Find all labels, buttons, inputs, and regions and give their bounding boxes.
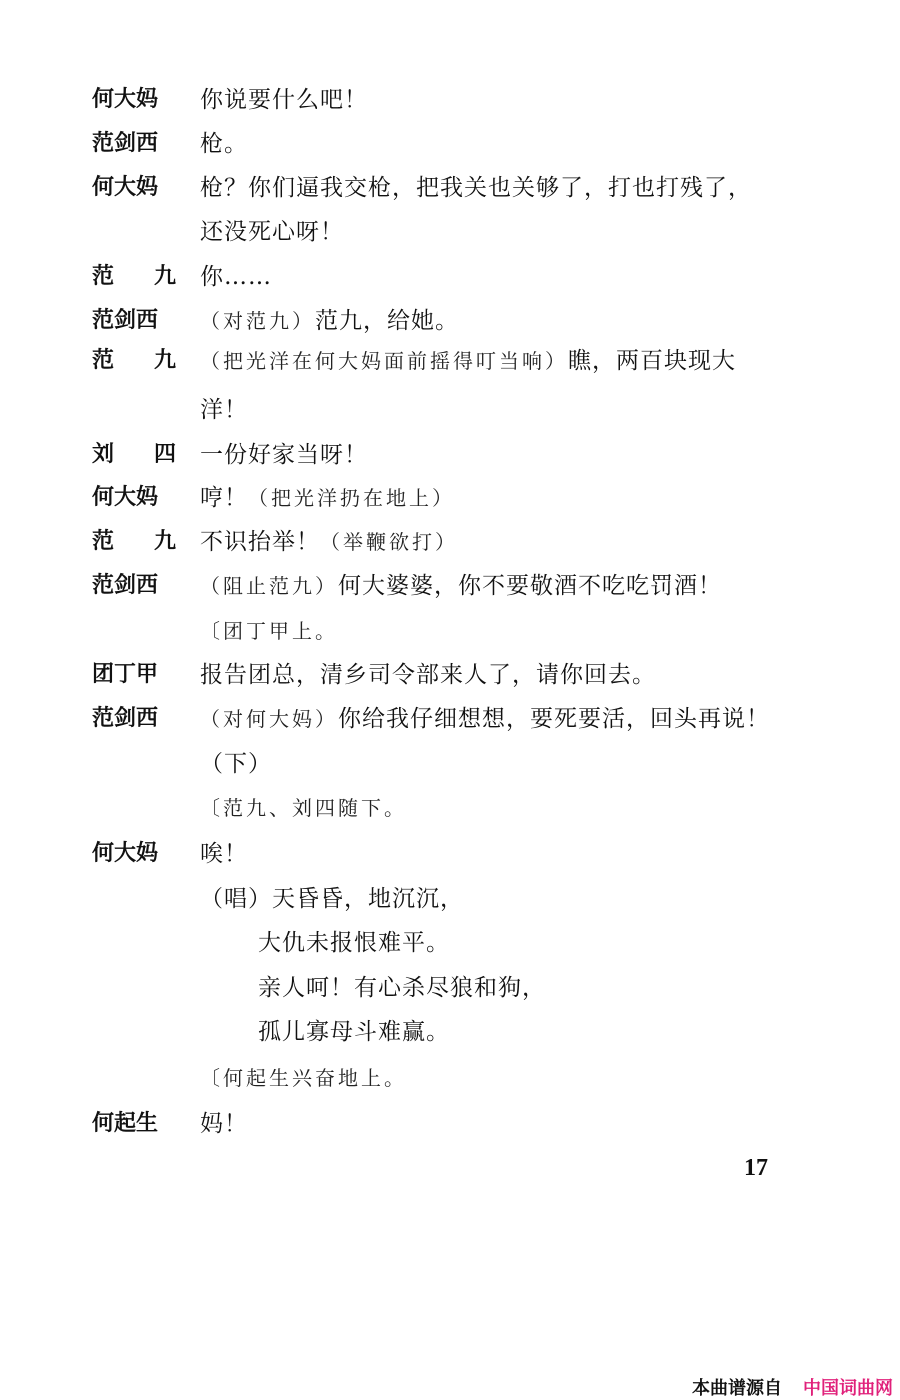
script-line [0,704,900,734]
script-line [0,173,900,203]
speaker-name: 范剑西 [92,706,159,731]
dialogue: 瞧，两百块现大 [568,348,736,374]
script-line [0,660,900,690]
script-line [0,440,900,470]
stage-direction: 〔团丁甲上。 [200,619,338,643]
dialogue: 亲人呵！有心杀尽狼和狗， [258,975,546,1001]
line-text [200,793,407,823]
script-line [0,1063,900,1093]
stage-direction: （举鞭欲打） [320,530,458,554]
stage-direction: （对范九） [200,309,315,333]
stage-direction: 〔何起生兴奋地上。 [200,1066,407,1090]
script-line [0,1017,900,1047]
speaker-name: 范 九 [92,264,176,289]
line-text [200,749,272,779]
script-line [0,129,900,159]
line-text [200,262,272,292]
dialogue: 你…… [200,264,272,290]
dialogue: 你给我仔细想想，要死要活，回头再说！ [338,706,770,732]
script-line [0,616,900,646]
stage-direction: （对何大妈） [200,707,338,731]
line-text [200,660,656,690]
speaker-name: 何大妈 [92,175,159,200]
speaker-name: 范剑西 [92,131,159,156]
speaker-name: 何大妈 [92,87,159,112]
speaker-name: 范 九 [92,529,176,554]
dialogue: 还没死心呀！ [200,219,344,245]
dialogue: 你说要什么吧！ [200,87,368,113]
line-text [200,704,770,734]
footer-source-label: 本曲谱源自 [692,1378,782,1399]
dialogue: 范九，给她。 [315,308,459,334]
line-text [258,973,546,1003]
script-line [0,85,900,115]
script-line [0,217,900,247]
dialogue: 唉！ [200,841,248,867]
speaker-name: 范剑西 [92,308,159,333]
line-text [200,571,722,601]
line-text [200,346,736,376]
line-text [200,1063,407,1093]
dialogue: 一份好家当呀！ [200,442,368,468]
line-text [200,85,368,115]
page-number: 17 [744,1155,768,1181]
speaker-name: 何大妈 [92,841,159,866]
script-line [0,483,900,513]
line-text [258,928,450,958]
line-text [200,395,248,425]
script-line [0,973,900,1003]
script-line [0,306,900,336]
speaker-name: 何起生 [92,1111,159,1136]
dialogue: 大仇未报恨难平。 [258,930,450,956]
speaker-name: 刘 四 [92,442,176,467]
script-line [0,346,900,376]
script-line [0,928,900,958]
dialogue: 妈！ [200,1111,248,1137]
dialogue: （下） [200,751,272,777]
footer-site-link[interactable]: 中国词曲网 [803,1378,893,1399]
dialogue: 何大婆婆，你不要敬酒不吃吃罚酒！ [338,573,722,599]
speaker-name: 范 九 [92,348,176,373]
line-text [200,884,464,914]
speaker-name: 团丁甲 [92,662,159,687]
dialogue: 哼！ [200,485,248,511]
stage-direction: 〔范九、刘四随下。 [200,796,407,820]
script-line [0,793,900,823]
dialogue: 报告团总，清乡司令部来人了，请你回去。 [200,662,656,688]
script-line [0,1109,900,1139]
dialogue: 枪？你们逼我交枪，把我关也关够了，打也打残了， [200,175,752,201]
stage-direction: （把光洋扔在地上） [248,486,455,510]
dialogue: 不识抬举！ [200,529,320,555]
line-text [258,1017,450,1047]
script-line [0,395,900,425]
line-text [200,1109,248,1139]
line-text [200,483,455,513]
line-text [200,839,248,869]
line-text [200,173,752,203]
line-text [200,129,248,159]
script-line [0,571,900,601]
line-text [200,527,458,557]
line-text [200,306,459,336]
script-line [0,262,900,292]
dialogue: 孤儿寡母斗难赢。 [258,1019,450,1045]
script-line [0,527,900,557]
stage-direction: （阻止范九） [200,574,338,598]
stage-direction: （把光洋在何大妈面前摇得叮当响） [200,349,568,373]
speaker-name: 范剑西 [92,573,159,598]
dialogue: 洋！ [200,397,248,423]
dialogue: 枪。 [200,131,248,157]
script-line [0,839,900,869]
script-line [0,749,900,779]
line-text [200,217,344,247]
speaker-name: 何大妈 [92,485,159,510]
line-text [200,440,368,470]
script-line [0,884,900,914]
line-text [200,616,338,646]
dialogue: （唱）天昏昏，地沉沉， [200,886,464,912]
